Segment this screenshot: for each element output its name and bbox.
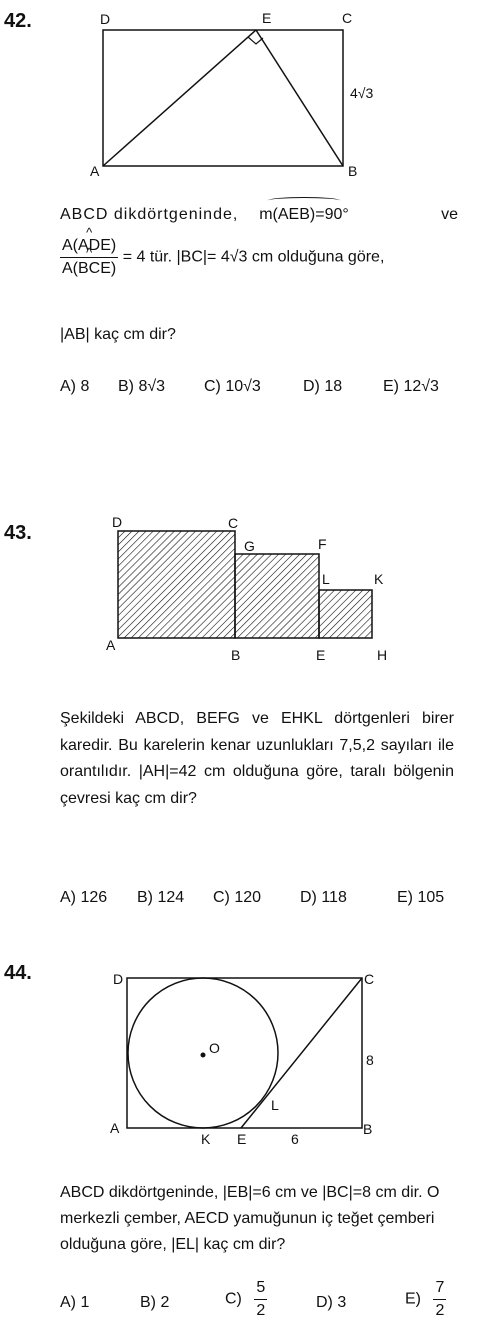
q42-label-b: B: [348, 163, 358, 179]
q44-label-b: B: [363, 1121, 373, 1137]
q43-text: Şekildeki ABCD, BEFG ve EHKL dörtgenleri birer karedir. Bu karelerin kenar uzunlukları 7,5,2 sayıları ile orantılıdır. |AH|=42 cm olduğuna göre, taralı bölgenin çevresi kaç cm dir?: [60, 710, 454, 807]
q43-square-befg: [235, 554, 319, 638]
question-number-44: 44.: [4, 962, 32, 984]
q43-square-abcd: [118, 531, 235, 638]
q44-rectangle: [127, 978, 362, 1128]
q43-label-b: B: [231, 647, 241, 663]
q42-figure: [0, 0, 485, 200]
q44-option-c[interactable]: [225, 1280, 267, 1319]
q42-label-a: A: [90, 163, 100, 179]
q43-label-e: E: [316, 647, 326, 663]
q42-ratio-numerator: ^ A(ADE): [60, 238, 118, 258]
q44-label-bc: 8: [366, 1052, 374, 1068]
q43-label-l: L: [322, 571, 330, 587]
q44-option-e[interactable]: [405, 1280, 446, 1319]
q43-label-f: F: [318, 536, 327, 552]
q43-label-k: K: [374, 571, 384, 587]
q44-option-a[interactable]: A) 1: [60, 1294, 90, 1311]
q44-option-e-fraction: [433, 1280, 446, 1319]
q44-center-point: [201, 1053, 206, 1058]
question-number-42: 42.: [4, 10, 32, 32]
q44-option-e-denominator: 2: [435, 1302, 445, 1319]
q43-option-a[interactable]: A) 126: [60, 889, 108, 906]
q42-segment-be: [256, 30, 343, 166]
q44-option-e-prefix: E): [405, 1290, 421, 1308]
q43-option-e[interactable]: E) 105: [397, 889, 445, 906]
q42-ratio-denominator: ^ A(BCE): [60, 258, 118, 277]
q44-label-eb: 6: [291, 1131, 299, 1147]
q44-label-c: C: [364, 971, 375, 987]
q42-label-d: D: [100, 11, 111, 27]
q43-label-c: C: [228, 515, 239, 531]
q44-option-e-numerator: 7: [433, 1280, 446, 1300]
question-number-43: 43.: [4, 522, 32, 544]
q42-option-a[interactable]: A) 8: [60, 378, 90, 395]
q43-label-g: G: [244, 538, 255, 554]
q42-option-e[interactable]: E) 12√3: [383, 378, 439, 395]
q42-rectangle: [103, 30, 343, 166]
q43-option-d[interactable]: D) 118: [300, 889, 347, 906]
q44-text: ABCD dikdörtgeninde, |EB|=6 cm ve |BC|=8 cm dir. O merkezli çember, AECD yamuğunun iç teğet çemberi olduğuna göre, |EL| kaç cm dir?: [60, 1184, 440, 1253]
q44-option-b[interactable]: B) 2: [140, 1294, 170, 1311]
q42-option-c[interactable]: C) 10√3: [204, 378, 261, 395]
q43-figure: [0, 500, 485, 670]
q44-label-l: L: [271, 1097, 279, 1113]
q44-option-d[interactable]: D) 3: [316, 1294, 347, 1311]
q44-label-e: E: [237, 1131, 247, 1147]
q42-side-label: 4√3: [350, 85, 374, 101]
q42-line1: [60, 202, 458, 228]
q42-text-ve: ve: [441, 206, 458, 223]
q42-question: |AB| kaç cm dir?: [60, 326, 176, 343]
q44-label-d: D: [113, 971, 124, 987]
q42-option-d[interactable]: D) 18: [303, 378, 343, 395]
q43-label-d: D: [112, 514, 123, 530]
q44-label-a: A: [110, 1120, 120, 1136]
q42-option-b[interactable]: B) 8√3: [118, 378, 166, 395]
q44-option-c-denominator: 2: [256, 1302, 266, 1319]
q44-option-c-prefix: C): [225, 1290, 242, 1308]
q42-area-ratio: [60, 238, 118, 277]
q44-label-o: O: [209, 1040, 220, 1056]
q44-label-k: K: [201, 1131, 211, 1147]
q42-label-e: E: [262, 10, 272, 26]
q44-option-c-fraction: [254, 1280, 267, 1319]
q43-option-b[interactable]: B) 124: [137, 889, 185, 906]
q42-line2: [60, 238, 460, 277]
q43-label-h: H: [377, 647, 388, 663]
q43-label-a: A: [106, 637, 116, 653]
q44-option-c-numerator: 5: [254, 1280, 267, 1300]
q43-square-ehkl: [319, 590, 372, 638]
q42-ratio-rest: = 4 tür. |BC|= 4√3 cm olduğuna göre,: [122, 248, 385, 266]
q42-label-c: C: [342, 10, 353, 26]
q42-angle-expression: m(AEB)=90°: [259, 202, 349, 228]
q42-text-intro: ABCD dikdörtgeninde,: [60, 206, 239, 223]
q44-figure: [0, 960, 485, 1150]
q44-segment-ec: [241, 978, 362, 1128]
q42-segment-ae: [103, 30, 256, 166]
q43-option-c[interactable]: C) 120: [213, 889, 262, 906]
